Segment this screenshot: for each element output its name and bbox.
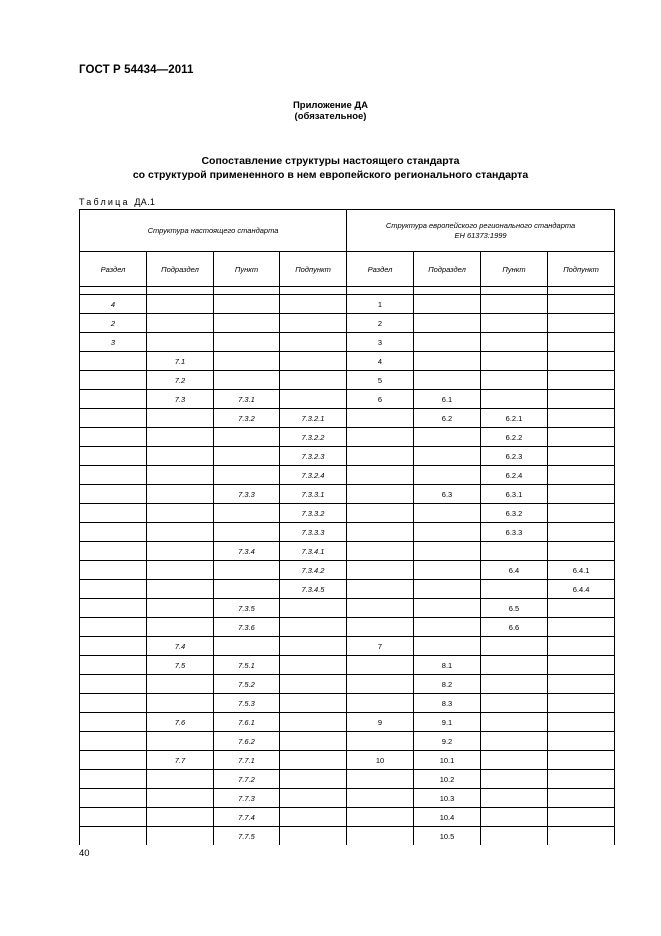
european-clause-cell: 6.2.3 [481, 447, 548, 466]
european-subsection-cell [414, 466, 481, 485]
european-subclause-cell [548, 390, 615, 409]
national-clause-cell: 7.6.1 [214, 713, 280, 732]
national-clause-cell [214, 314, 280, 333]
european-structure-header-title: Структура европейского регионального стандарта [385, 220, 576, 230]
national-section-cell [80, 599, 147, 618]
european-section-cell [347, 656, 414, 675]
national-subclause-cell [280, 751, 347, 770]
national-subsection-cell [147, 770, 214, 789]
european-subsection-cell [414, 428, 481, 447]
national-section-cell [80, 371, 147, 390]
national-subclause-cell [280, 675, 347, 694]
national-section-cell [80, 732, 147, 751]
european-section-cell [347, 485, 414, 504]
european-clause-cell [481, 675, 548, 694]
national-clause-cell: 7.3.1 [214, 390, 280, 409]
national-clause-cell: 7.5.3 [214, 694, 280, 713]
european-subclause-cell [548, 371, 615, 390]
national-subclause-cell [280, 656, 347, 675]
national-subclause-cell [280, 770, 347, 789]
table-row [80, 314, 615, 333]
national-clause-cell [214, 295, 280, 314]
national-clause-cell [214, 504, 280, 523]
national-section-cell [80, 827, 147, 846]
spacer-cell [214, 287, 280, 295]
european-subsection-cell [414, 352, 481, 371]
national-section-cell [80, 428, 147, 447]
national-subclause-cell [280, 637, 347, 656]
european-section-cell [347, 504, 414, 523]
column-header-european-subsection: Подраздел [414, 252, 481, 287]
european-clause-cell: 6.3.1 [481, 485, 548, 504]
european-subsection-cell: 6.2 [414, 409, 481, 428]
european-clause-cell [481, 333, 548, 352]
national-section-cell [80, 770, 147, 789]
european-section-cell: 5 [347, 371, 414, 390]
table-row [80, 694, 615, 713]
european-subsection-cell [414, 637, 481, 656]
national-section-cell [80, 637, 147, 656]
european-subsection-cell [414, 580, 481, 599]
european-subclause-cell [548, 694, 615, 713]
national-subsection-cell [147, 599, 214, 618]
national-clause-cell: 7.7.3 [214, 789, 280, 808]
national-clause-cell: 7.3.5 [214, 599, 280, 618]
national-subsection-cell: 7.4 [147, 637, 214, 656]
european-section-cell [347, 542, 414, 561]
european-clause-cell [481, 542, 548, 561]
european-subsection-cell: 10.5 [414, 827, 481, 846]
european-section-cell [347, 523, 414, 542]
national-subclause-cell [280, 789, 347, 808]
column-header-national-clause: Пункт [214, 252, 280, 287]
table-row [80, 827, 615, 846]
table-row [80, 466, 615, 485]
european-section-cell [347, 409, 414, 428]
national-subsection-cell [147, 409, 214, 428]
page-number: 40 [79, 848, 90, 859]
european-subsection-cell: 9.2 [414, 732, 481, 751]
national-clause-cell [214, 561, 280, 580]
national-clause-cell [214, 428, 280, 447]
national-section-cell [80, 485, 147, 504]
national-section-cell [80, 580, 147, 599]
national-subsection-cell [147, 732, 214, 751]
column-header-national-subclause: Подпункт [280, 252, 347, 287]
national-subclause-cell [280, 618, 347, 637]
table-row [80, 656, 615, 675]
european-subclause-cell [548, 542, 615, 561]
european-clause-cell: 6.6 [481, 618, 548, 637]
european-section-cell: 10 [347, 751, 414, 770]
national-subsection-cell [147, 694, 214, 713]
national-subclause-cell [280, 713, 347, 732]
national-subsection-cell [147, 580, 214, 599]
national-structure-header: Структура настоящего стандарта [80, 210, 347, 252]
national-subsection-cell [147, 523, 214, 542]
national-subclause-cell: 7.3.4.5 [280, 580, 347, 599]
european-subclause-cell [548, 827, 615, 846]
european-subclause-cell [548, 656, 615, 675]
european-subsection-cell: 8.2 [414, 675, 481, 694]
european-clause-cell [481, 352, 548, 371]
spacer-cell [414, 287, 481, 295]
national-clause-cell: 7.7.2 [214, 770, 280, 789]
european-subclause-cell [548, 751, 615, 770]
european-section-cell: 2 [347, 314, 414, 333]
national-section-cell [80, 675, 147, 694]
european-section-cell: 6 [347, 390, 414, 409]
european-clause-cell [481, 390, 548, 409]
european-section-cell [347, 694, 414, 713]
national-subclause-cell [280, 827, 347, 846]
spacer-cell [347, 287, 414, 295]
table-row [80, 428, 615, 447]
table-row [80, 732, 615, 751]
appendix-status: (обязательное) [294, 111, 367, 122]
national-subsection-cell [147, 561, 214, 580]
european-subsection-cell: 10.3 [414, 789, 481, 808]
european-clause-cell [481, 827, 548, 846]
european-subclause-cell [548, 618, 615, 637]
table-row [80, 504, 615, 523]
national-section-cell: 3 [80, 333, 147, 352]
european-clause-cell [481, 637, 548, 656]
correspondence-table [79, 209, 615, 845]
european-section-cell [347, 580, 414, 599]
european-subsection-cell [414, 523, 481, 542]
national-section-cell [80, 713, 147, 732]
table-row [80, 713, 615, 732]
national-subsection-cell [147, 428, 214, 447]
european-clause-cell [481, 751, 548, 770]
european-clause-cell: 6.3.2 [481, 504, 548, 523]
european-clause-cell: 6.2.4 [481, 466, 548, 485]
european-subsection-cell [414, 599, 481, 618]
national-clause-cell [214, 352, 280, 371]
european-section-cell [347, 447, 414, 466]
european-clause-cell [481, 808, 548, 827]
european-subclause-cell [548, 295, 615, 314]
table-row [80, 599, 615, 618]
european-clause-cell [481, 656, 548, 675]
european-subsection-cell [414, 295, 481, 314]
national-subclause-cell: 7.3.2.2 [280, 428, 347, 447]
national-clause-cell [214, 447, 280, 466]
national-section-cell [80, 447, 147, 466]
spacer-cell [147, 287, 214, 295]
european-subclause-cell [548, 447, 615, 466]
national-subsection-cell [147, 808, 214, 827]
national-subsection-cell [147, 314, 214, 333]
national-subsection-cell [147, 333, 214, 352]
national-section-cell [80, 694, 147, 713]
european-section-cell [347, 466, 414, 485]
national-clause-cell: 7.7.1 [214, 751, 280, 770]
national-subsection-cell [147, 542, 214, 561]
national-clause-cell: 7.7.4 [214, 808, 280, 827]
table-column-header-row [80, 252, 615, 287]
section-title-line-1: Сопоставление структуры настоящего стандарта [201, 155, 460, 167]
national-subsection-cell [147, 504, 214, 523]
european-subclause-cell: 6.4.4 [548, 580, 615, 599]
national-subclause-cell [280, 694, 347, 713]
european-section-cell: 1 [347, 295, 414, 314]
european-clause-cell: 6.2.1 [481, 409, 548, 428]
table-row [80, 485, 615, 504]
european-clause-cell [481, 713, 548, 732]
national-subclause-cell [280, 732, 347, 751]
national-clause-cell: 7.3.2 [214, 409, 280, 428]
national-subsection-cell [147, 485, 214, 504]
national-subsection-cell [147, 827, 214, 846]
spacer-cell [80, 287, 147, 295]
national-section-cell [80, 504, 147, 523]
european-subsection-cell [414, 333, 481, 352]
european-subclause-cell [548, 770, 615, 789]
national-subsection-cell: 7.3 [147, 390, 214, 409]
european-section-cell [347, 618, 414, 637]
document-code: ГОСТ Р 54434—2011 [79, 64, 194, 76]
european-clause-cell [481, 732, 548, 751]
european-section-cell [347, 770, 414, 789]
european-subsection-cell: 6.3 [414, 485, 481, 504]
national-clause-cell: 7.3.6 [214, 618, 280, 637]
table-caption-word: Таблица [79, 197, 130, 207]
national-subclause-cell [280, 371, 347, 390]
european-subsection-cell [414, 447, 481, 466]
national-subclause-cell [280, 808, 347, 827]
table-caption [79, 197, 155, 207]
national-section-cell: 4 [80, 295, 147, 314]
national-section-cell [80, 352, 147, 371]
european-clause-cell [481, 789, 548, 808]
european-section-cell [347, 732, 414, 751]
national-subclause-cell: 7.3.2.4 [280, 466, 347, 485]
european-section-cell: 4 [347, 352, 414, 371]
national-section-cell [80, 390, 147, 409]
table-row [80, 675, 615, 694]
national-subsection-cell: 7.2 [147, 371, 214, 390]
european-subsection-cell [414, 314, 481, 333]
national-clause-cell: 7.5.1 [214, 656, 280, 675]
european-clause-cell [481, 694, 548, 713]
european-subclause-cell [548, 409, 615, 428]
national-subclause-cell: 7.3.2.1 [280, 409, 347, 428]
national-subclause-cell: 7.3.3.1 [280, 485, 347, 504]
table-row [80, 561, 615, 580]
european-clause-cell [481, 295, 548, 314]
table-row [80, 770, 615, 789]
national-subsection-cell: 7.5 [147, 656, 214, 675]
european-subclause-cell [548, 314, 615, 333]
table-row [80, 618, 615, 637]
european-clause-cell [481, 371, 548, 390]
national-subclause-cell [280, 390, 347, 409]
european-clause-cell: 6.4 [481, 561, 548, 580]
european-clause-cell [481, 580, 548, 599]
european-subsection-cell [414, 504, 481, 523]
national-clause-cell [214, 466, 280, 485]
national-clause-cell [214, 523, 280, 542]
european-subclause-cell [548, 428, 615, 447]
national-subclause-cell [280, 295, 347, 314]
national-subsection-cell [147, 789, 214, 808]
national-section-cell [80, 542, 147, 561]
european-standard-designation: ЕН 61373:1999 [454, 230, 507, 240]
national-section-cell [80, 808, 147, 827]
national-clause-cell [214, 333, 280, 352]
national-subsection-cell [147, 618, 214, 637]
national-section-cell [80, 656, 147, 675]
european-section-cell [347, 561, 414, 580]
spacer-cell [548, 287, 615, 295]
appendix-heading [0, 100, 661, 122]
european-subsection-cell: 10.2 [414, 770, 481, 789]
national-subclause-cell [280, 333, 347, 352]
european-clause-cell [481, 770, 548, 789]
national-subsection-cell: 7.1 [147, 352, 214, 371]
european-subsection-cell: 10.1 [414, 751, 481, 770]
table-row [80, 542, 615, 561]
national-subsection-cell [147, 447, 214, 466]
national-subclause-cell: 7.3.4.1 [280, 542, 347, 561]
european-subclause-cell [548, 352, 615, 371]
table-caption-number: ДА.1 [134, 197, 156, 207]
european-section-cell [347, 675, 414, 694]
table-row [80, 808, 615, 827]
european-section-cell [347, 808, 414, 827]
european-subsection-cell: 8.3 [414, 694, 481, 713]
section-title [0, 155, 661, 182]
european-section-cell [347, 827, 414, 846]
national-subsection-cell [147, 295, 214, 314]
column-header-european-clause: Пункт [481, 252, 548, 287]
european-section-cell: 7 [347, 637, 414, 656]
national-clause-cell [214, 580, 280, 599]
european-subclause-cell [548, 808, 615, 827]
column-header-european-subclause: Подпункт [548, 252, 615, 287]
section-title-line-2: со структурой примененного в нем европейского регионального стандарта [132, 168, 529, 181]
national-section-cell: 2 [80, 314, 147, 333]
spacer-cell [481, 287, 548, 295]
national-clause-cell: 7.6.2 [214, 732, 280, 751]
national-subsection-cell [147, 675, 214, 694]
table-row [80, 295, 615, 314]
european-subsection-cell: 6.1 [414, 390, 481, 409]
national-section-cell [80, 523, 147, 542]
national-section-cell [80, 751, 147, 770]
european-section-cell [347, 599, 414, 618]
european-subclause-cell [548, 732, 615, 751]
national-subclause-cell: 7.3.3.2 [280, 504, 347, 523]
european-subsection-cell: 10.4 [414, 808, 481, 827]
national-subclause-cell: 7.3.3.3 [280, 523, 347, 542]
table-row [80, 580, 615, 599]
european-subclause-cell [548, 466, 615, 485]
spacer-cell [280, 287, 347, 295]
table-row [80, 751, 615, 770]
appendix-label: Приложение ДА [292, 100, 369, 111]
european-subclause-cell [548, 523, 615, 542]
european-section-cell [347, 789, 414, 808]
national-section-cell [80, 789, 147, 808]
column-header-national-subsection: Подраздел [147, 252, 214, 287]
european-section-cell: 3 [347, 333, 414, 352]
national-section-cell [80, 409, 147, 428]
national-subclause-cell: 7.3.4.2 [280, 561, 347, 580]
european-subclause-cell [548, 675, 615, 694]
table-row [80, 352, 615, 371]
national-subclause-cell [280, 314, 347, 333]
table-row [80, 523, 615, 542]
national-section-cell [80, 466, 147, 485]
national-subclause-cell [280, 352, 347, 371]
european-subclause-cell [548, 485, 615, 504]
european-subclause-cell: 6.4.1 [548, 561, 615, 580]
column-header-european-section: Раздел [347, 252, 414, 287]
table-row [80, 637, 615, 656]
table-body [80, 287, 615, 846]
table-row [80, 789, 615, 808]
table-spacer-row [80, 287, 615, 295]
european-subsection-cell: 8.1 [414, 656, 481, 675]
national-subsection-cell: 7.7 [147, 751, 214, 770]
table-row [80, 371, 615, 390]
european-subclause-cell [548, 504, 615, 523]
european-subsection-cell [414, 561, 481, 580]
national-subclause-cell [280, 599, 347, 618]
column-header-national-section: Раздел [80, 252, 147, 287]
table-group-header-row [80, 210, 615, 252]
national-clause-cell: 7.5.2 [214, 675, 280, 694]
european-section-cell: 9 [347, 713, 414, 732]
european-clause-cell: 6.3.3 [481, 523, 548, 542]
european-section-cell [347, 428, 414, 447]
national-clause-cell: 7.3.3 [214, 485, 280, 504]
table-row [80, 409, 615, 428]
european-subclause-cell [548, 333, 615, 352]
european-clause-cell: 6.2.2 [481, 428, 548, 447]
national-clause-cell [214, 637, 280, 656]
table-row [80, 390, 615, 409]
european-clause-cell: 6.5 [481, 599, 548, 618]
european-subsection-cell [414, 618, 481, 637]
european-subclause-cell [548, 599, 615, 618]
european-subclause-cell [548, 637, 615, 656]
national-clause-cell [214, 371, 280, 390]
european-subsection-cell [414, 371, 481, 390]
national-subclause-cell: 7.3.2.3 [280, 447, 347, 466]
national-section-cell [80, 561, 147, 580]
national-clause-cell: 7.3.4 [214, 542, 280, 561]
table-row [80, 333, 615, 352]
table-row [80, 447, 615, 466]
european-subsection-cell [414, 542, 481, 561]
national-section-cell [80, 618, 147, 637]
national-clause-cell: 7.7.5 [214, 827, 280, 846]
european-subclause-cell [548, 713, 615, 732]
european-subclause-cell [548, 789, 615, 808]
european-structure-header [347, 210, 615, 252]
national-subsection-cell [147, 466, 214, 485]
national-subsection-cell: 7.6 [147, 713, 214, 732]
european-clause-cell [481, 314, 548, 333]
european-subsection-cell: 9.1 [414, 713, 481, 732]
